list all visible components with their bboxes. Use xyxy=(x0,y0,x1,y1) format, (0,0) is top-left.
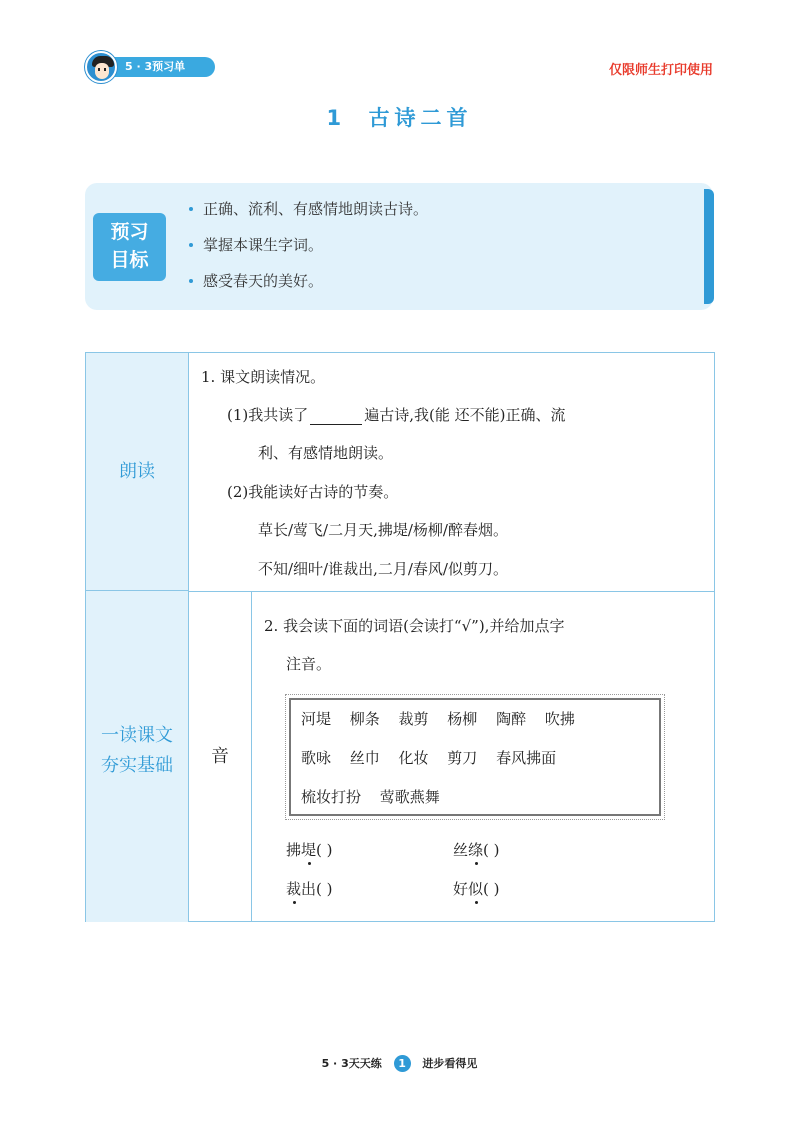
sound-label: 音 xyxy=(189,591,252,922)
vocab-line-3: 梳妆打扮 莺歌燕舞 xyxy=(301,788,440,806)
pinyin-item[interactable] xyxy=(453,878,500,899)
row-divider xyxy=(189,591,714,592)
q2-title: 2. 我会读下面的词语(会读打“√”),并给加点字 xyxy=(264,617,565,635)
vocab-line-1: 河堤 柳条 裁剪 杨柳 陶醉 吹拂 xyxy=(301,710,575,728)
pinyin-item[interactable] xyxy=(453,839,500,860)
badge-label: 5 · 3预习单 xyxy=(101,57,215,77)
goal-item: 掌握本课生字词。 xyxy=(189,234,428,270)
panel-accent-bar xyxy=(704,189,714,304)
lesson-name: 古诗二首 xyxy=(368,106,473,130)
poem-line-2: 不知/细叶/谁裁出,二月/春风/似剪刀。 xyxy=(258,560,508,578)
exercise-table xyxy=(85,352,715,922)
goals-label-line1: 预习 xyxy=(110,221,149,243)
goal-item: 正确、流利、有感情地朗读古诗。 xyxy=(189,198,428,234)
read-count-blank[interactable] xyxy=(310,409,362,425)
q1-part1-cont: 利、有感情地朗读。 xyxy=(258,444,394,462)
lesson-title xyxy=(0,102,799,132)
footer-series: 5 · 3天天练 xyxy=(321,1057,382,1070)
lesson-number: 1 xyxy=(326,106,347,130)
q1-part1-lead: (1)我共读了 xyxy=(227,406,309,424)
q1-part2: (2)我能读好古诗的节奏。 xyxy=(227,483,399,501)
dotted-char: 绦 xyxy=(468,841,484,859)
pinyin-blank[interactable]: ( ) xyxy=(316,880,333,898)
pinyin-char: 好 xyxy=(453,880,469,898)
vocab-line-2: 歌咏 丝巾 化妆 剪刀 春风拂面 xyxy=(301,749,557,767)
preview-goals-panel xyxy=(85,183,713,310)
q1-title: 1. 课文朗读情况。 xyxy=(201,368,326,386)
print-restriction-note: 仅限师生打印使用 xyxy=(608,63,713,78)
pinyin-blank[interactable]: ( ) xyxy=(483,880,500,898)
header-badge xyxy=(85,51,215,83)
goals-label xyxy=(93,213,166,281)
goal-item: 感受春天的美好。 xyxy=(189,270,428,306)
dotted-char: 裁 xyxy=(286,880,302,898)
pinyin-char: 丝 xyxy=(453,841,469,859)
vocabulary-box xyxy=(289,698,661,816)
foundation-label-line1: 一读课文 xyxy=(101,725,173,746)
goals-label-line2: 目标 xyxy=(110,249,149,271)
q2-title-cont: 注音。 xyxy=(286,655,332,673)
poem-line-1: 草长/莺飞/二月天,拂堤/杨柳/醉春烟。 xyxy=(258,521,508,539)
pinyin-char: 出 xyxy=(301,880,317,898)
pinyin-blank[interactable]: ( ) xyxy=(483,841,500,859)
pinyin-item[interactable] xyxy=(286,878,333,899)
page-number: 1 xyxy=(394,1055,411,1072)
pinyin-item[interactable] xyxy=(286,839,333,860)
foundation-label-line2: 夯实基础 xyxy=(101,755,173,776)
pinyin-char: 拂 xyxy=(286,841,302,859)
dotted-char: 堤 xyxy=(301,841,317,859)
footer-slogan: 进步看得见 xyxy=(422,1057,478,1070)
pinyin-blank[interactable]: ( ) xyxy=(316,841,333,859)
q1-part1 xyxy=(227,404,566,425)
student-avatar-icon xyxy=(85,51,117,83)
q1-part1-tail: 遍古诗,我(能 还不能)正确、流 xyxy=(364,406,566,424)
foundation-section-label xyxy=(86,591,189,922)
dotted-char: 似 xyxy=(468,880,484,898)
reading-section-label: 朗读 xyxy=(86,353,189,591)
page-footer xyxy=(0,1055,799,1072)
goals-list xyxy=(189,198,428,306)
